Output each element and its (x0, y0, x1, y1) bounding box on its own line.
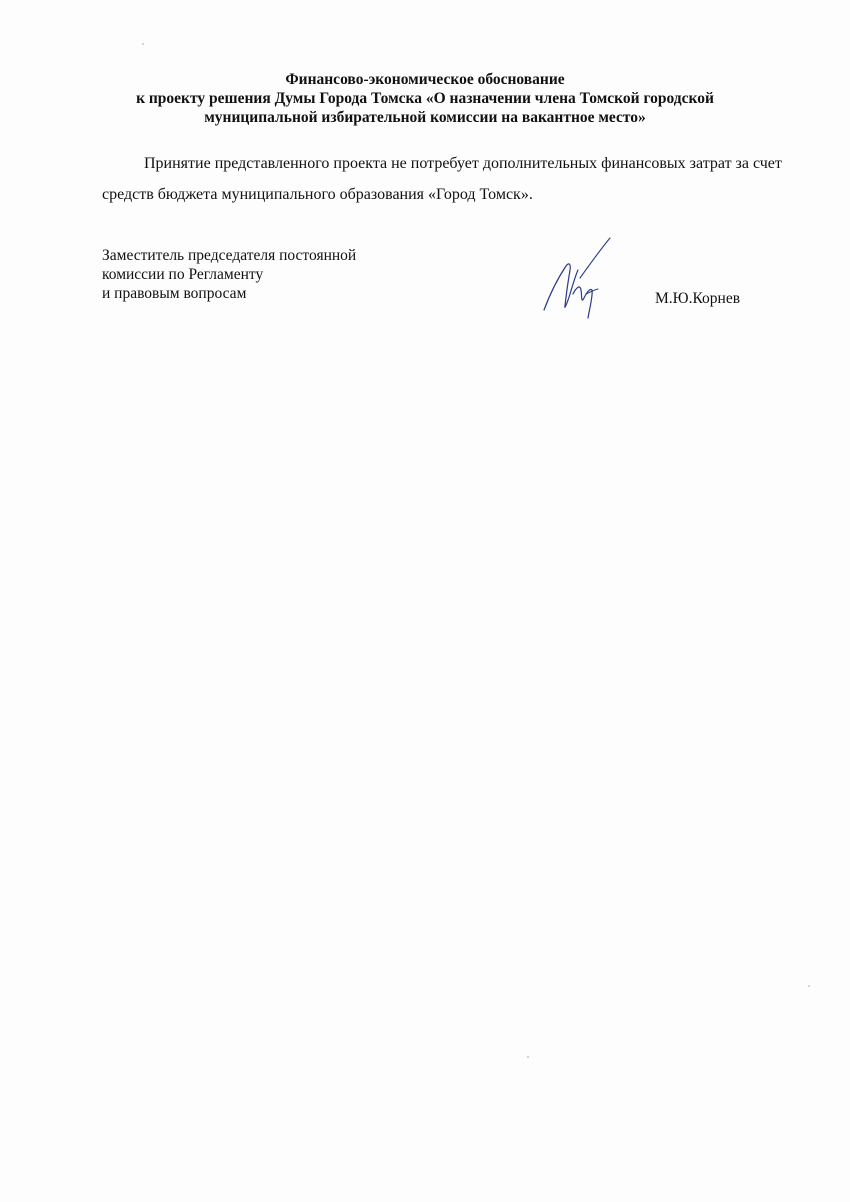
position-line-3: и правовым вопросам (102, 285, 247, 302)
scan-speck (527, 1056, 529, 1058)
signer-position (102, 246, 356, 303)
position-line-2: комиссии по Регламенту (102, 266, 264, 283)
position-line-1: Заместитель председателя постоянной (102, 247, 357, 264)
body-paragraph (102, 148, 842, 210)
body-line-1: Принятие представленного проекта не потребует дополнительных финансовых затрат за счет (144, 155, 782, 172)
scan-speck (808, 985, 810, 987)
body-line-2: средств бюджета муниципального образования «Город Томск». (102, 186, 533, 203)
title-line-3: муниципальной избирательной комиссии на вакантное место» (204, 109, 646, 126)
document-title (60, 70, 790, 127)
handwritten-signature (540, 234, 620, 322)
title-line-1: Финансово-экономическое обоснование (285, 71, 565, 88)
signer-name: М.Ю.Корнев (655, 290, 741, 307)
title-line-2: к проекту решения Думы Города Томска «О назначении члена Томской городской (136, 90, 714, 107)
scan-speck (142, 43, 144, 45)
